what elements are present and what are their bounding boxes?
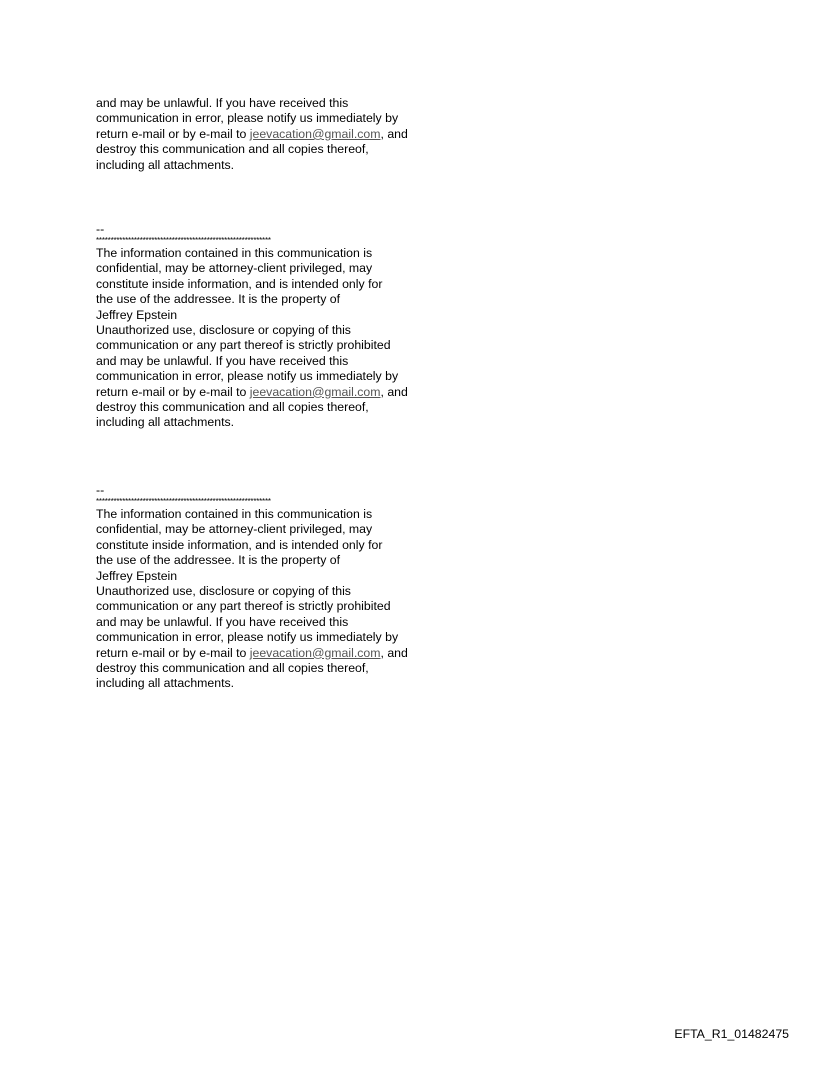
disclaimer-block-1 — [96, 96, 516, 173]
return-prefix: return e-mail or by e-mail to — [96, 126, 250, 141]
disclaimer-line: communication in error, please notify us immediately by — [96, 369, 399, 384]
return-prefix: return e-mail or by e-mail to — [96, 645, 250, 660]
disclaimer-line: and may be unlawful. If you have received this — [96, 96, 349, 110]
disclaimer-line: The information contained in this communication is — [96, 507, 373, 521]
return-email-line — [96, 127, 516, 142]
email-link[interactable]: jeevacation@gmail.com — [249, 384, 381, 399]
document-id-footer: EFTA_R1_01482475 — [674, 1027, 789, 1041]
disclaimer-line: destroy this communication and all copies thereof, — [96, 661, 369, 676]
disclaimer-block-3 — [96, 483, 516, 692]
email-link[interactable]: jeevacation@gmail.com — [249, 645, 381, 660]
email-link[interactable]: jeevacation@gmail.com — [249, 126, 381, 141]
return-email-line — [96, 385, 516, 400]
disclaimer-block-2 — [96, 222, 516, 431]
disclaimer-line: Unauthorized use, disclosure or copying of this — [96, 584, 351, 599]
signature-separator: -- — [96, 483, 105, 497]
disclaimer-line: and may be unlawful. If you have received this — [96, 614, 349, 629]
disclaimer-line: Jeffrey Epstein — [96, 568, 178, 583]
disclaimer-line: constitute inside information, and is intended only for — [96, 276, 383, 291]
return-suffix: , and — [380, 384, 408, 399]
disclaimer-line: the use of the addressee. It is the property of — [96, 292, 341, 307]
disclaimer-line: constitute inside information, and is intended only for — [96, 537, 383, 552]
disclaimer-line: including all attachments. — [96, 676, 235, 691]
disclaimer-line: Unauthorized use, disclosure or copying of this — [96, 323, 351, 338]
disclaimer-line: including all attachments. — [96, 157, 235, 172]
disclaimer-line: The information contained in this communication is — [96, 246, 373, 260]
return-prefix: return e-mail or by e-mail to — [96, 384, 250, 399]
asterisk-divider: ************************************************************ — [96, 497, 271, 506]
return-suffix: , and — [380, 645, 408, 660]
disclaimer-line: and may be unlawful. If you have received this — [96, 353, 349, 368]
disclaimer-line: destroy this communication and all copies thereof, — [96, 142, 369, 157]
disclaimer-line: destroy this communication and all copies thereof, — [96, 400, 369, 415]
disclaimer-line: communication or any part thereof is strictly prohibited — [96, 599, 391, 614]
disclaimer-line: the use of the addressee. It is the property of — [96, 553, 341, 568]
disclaimer-line: Jeffrey Epstein — [96, 307, 178, 322]
disclaimer-line: confidential, may be attorney-client privileged, may — [96, 522, 373, 537]
asterisk-divider: ************************************************************ — [96, 236, 271, 245]
disclaimer-line: communication in error, please notify us immediately by — [96, 630, 399, 645]
disclaimer-line: including all attachments. — [96, 415, 235, 430]
signature-separator: -- — [96, 222, 105, 236]
disclaimer-line: communication or any part thereof is strictly prohibited — [96, 338, 391, 353]
return-email-line — [96, 646, 516, 661]
disclaimer-line: confidential, may be attorney-client privileged, may — [96, 261, 373, 276]
disclaimer-line: communication in error, please notify us immediately by — [96, 111, 399, 126]
return-suffix: , and — [380, 126, 408, 141]
